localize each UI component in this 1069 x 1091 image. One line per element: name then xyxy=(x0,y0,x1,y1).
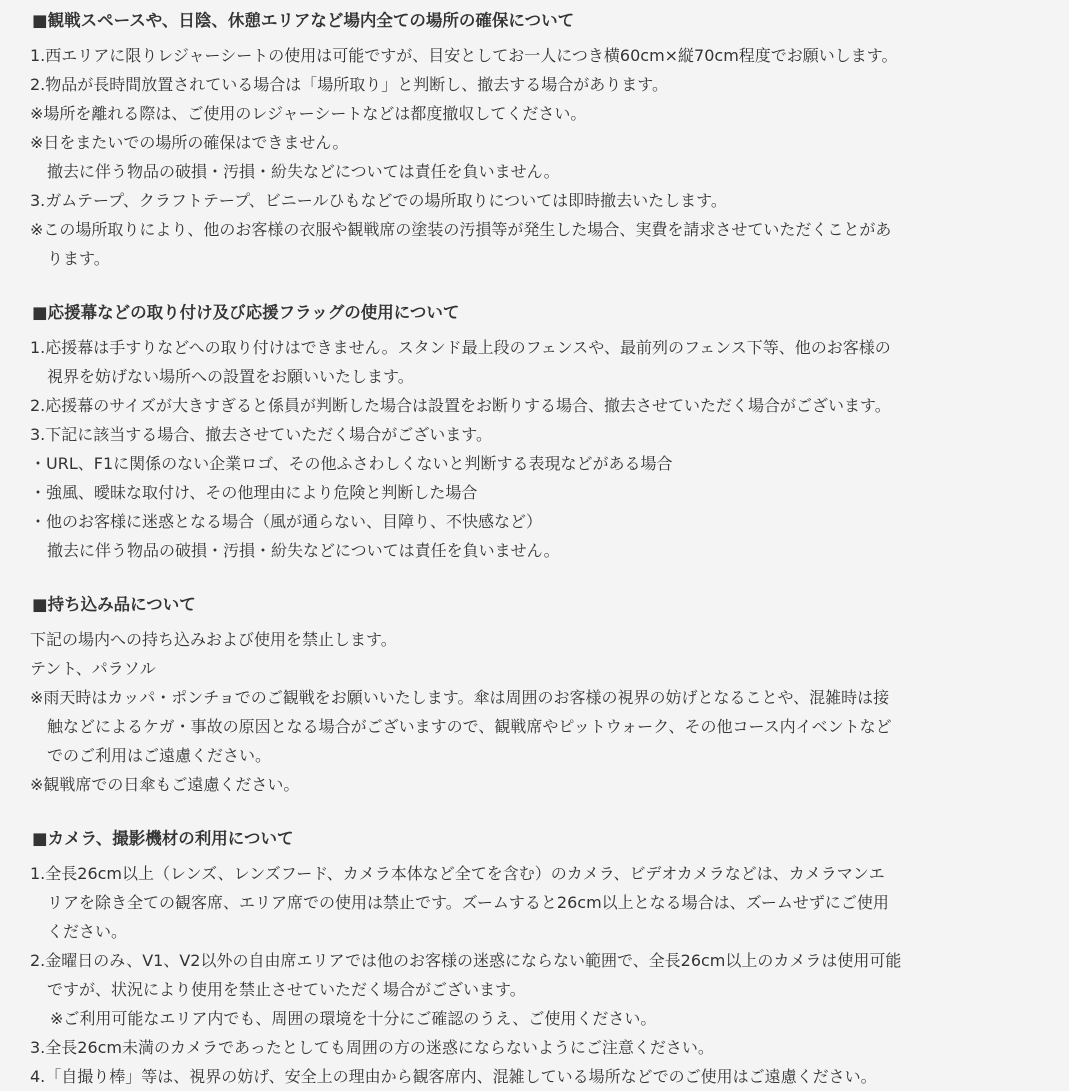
note-continuation: 撤去に伴う物品の破損・汚損・紛失などについては責任を負いません。 xyxy=(47,162,560,181)
rule-line: 2.応援幕のサイズが大きすぎると係員が判断した場合は設置をお断りする場合、撤去させていただく場合がございます。 xyxy=(30,396,891,415)
note-continuation: 触などによるケガ・事故の原因となる場合がございますので、観戦席やピットウォーク、その他コース内イベントなど xyxy=(47,717,892,736)
rule-line: 3.全長26cm未満のカメラであったとしても周囲の方の迷惑にならないようにご注意ください。 xyxy=(30,1038,714,1057)
note-continuation: 撤去に伴う物品の破損・汚損・紛失などについては責任を負いません。 xyxy=(47,541,560,560)
rule-line: 2.物品が長時間放置されている場合は「場所取り」と判断し、撤去する場合があります。 xyxy=(30,75,668,94)
note-line: ※場所を離れる際は、ご使用のレジャーシートなどは都度撤収してください。 xyxy=(30,104,587,123)
section-banners-flags xyxy=(30,299,1029,565)
bullet-line: ・URL、F1に関係のない企業ロゴ、その他ふさわしくないと判断する表現などがある場合 xyxy=(30,454,673,473)
rule-continuation: ですが、状況により使用を禁止させていただく場合がございます。 xyxy=(47,980,526,999)
note-line: ※日をまたいでの場所の確保はできません。 xyxy=(30,133,349,152)
rule-line: 1.西エリアに限りレジャーシートの使用は可能ですが、目安としてお一人につき横60cm×縦70cm程度でお願いします。 xyxy=(30,46,898,65)
note-continuation: でのご利用はご遠慮ください。 xyxy=(47,746,272,765)
bullet-line: ・強風、曖昧な取付け、その他理由により危険と判断した場合 xyxy=(30,483,478,502)
note-line: ※観戦席での日傘もご遠慮ください。 xyxy=(30,775,300,794)
rule-continuation: リアを除き全ての観客席、エリア席での使用は禁止です。ズームすると26cm以上となる場合は、ズームせずにご使用 xyxy=(47,893,889,912)
section-heading: ■応援幕などの取り付け及び応援フラッグの使用について xyxy=(32,303,460,322)
item-line: テント、パラソル xyxy=(30,659,156,678)
note-line: ※この場所取りにより、他のお客様の衣服や観戦席の塗装の汚損等が発生した場合、実費を請求させていただくことがあ xyxy=(30,220,892,239)
section-heading: ■観戦スペースや、日陰、休憩エリアなど場内全ての場所の確保について xyxy=(32,11,575,30)
note-line: ※ご利用可能なエリア内でも、周囲の環境を十分にご確認のうえ、ご使用ください。 xyxy=(50,1009,657,1028)
note-continuation: ります。 xyxy=(47,249,110,268)
bullet-line: ・他のお客様に迷惑となる場合（風が通らない、目障り、不快感など） xyxy=(30,512,543,531)
rule-line: 1.応援幕は手すりなどへの取り付けはできません。スタンド最上段のフェンスや、最前列のフェンス下等、他のお客様の xyxy=(30,338,891,357)
section-heading: ■持ち込み品について xyxy=(32,595,196,614)
rule-continuation: ください。 xyxy=(47,922,128,941)
rule-line: 1.全長26cm以上（レンズ、レンズフード、カメラ本体など全てを含む）のカメラ、ビデオカメラなどは、カメラマンエ xyxy=(30,864,885,883)
section-camera-equipment xyxy=(30,825,1029,1091)
rule-line: 下記の場内への持ち込みおよび使用を禁止します。 xyxy=(30,630,397,649)
rule-line: 2.金曜日のみ、V1、V2以外の自由席エリアでは他のお客様の迷惑にならない範囲で、全長26cm以上のカメラは使用可能 xyxy=(30,951,902,970)
section-seat-reservation xyxy=(30,7,1029,273)
rule-continuation: 視界を妨げない場所への設置をお願いいたします。 xyxy=(47,367,414,386)
rule-line: 3.下記に該当する場合、撤去させていただく場合がございます。 xyxy=(30,425,492,444)
rule-line: 3.ガムテープ、クラフトテープ、ビニールひもなどでの場所取りについては即時撤去いたします。 xyxy=(30,191,727,210)
section-heading: ■カメラ、撮影機材の利用について xyxy=(32,829,294,848)
note-line: ※雨天時はカッパ・ポンチョでのご観戦をお願いいたします。傘は周囲のお客様の視界の妨げとなることや、混雑時は接 xyxy=(30,688,890,707)
rule-line: 4.「自撮り棒」等は、視界の妨げ、安全上の理由から観客席内、混雑している場所などでのご使用はご遠慮ください。 xyxy=(30,1067,877,1086)
section-carry-in-items xyxy=(30,591,1029,799)
